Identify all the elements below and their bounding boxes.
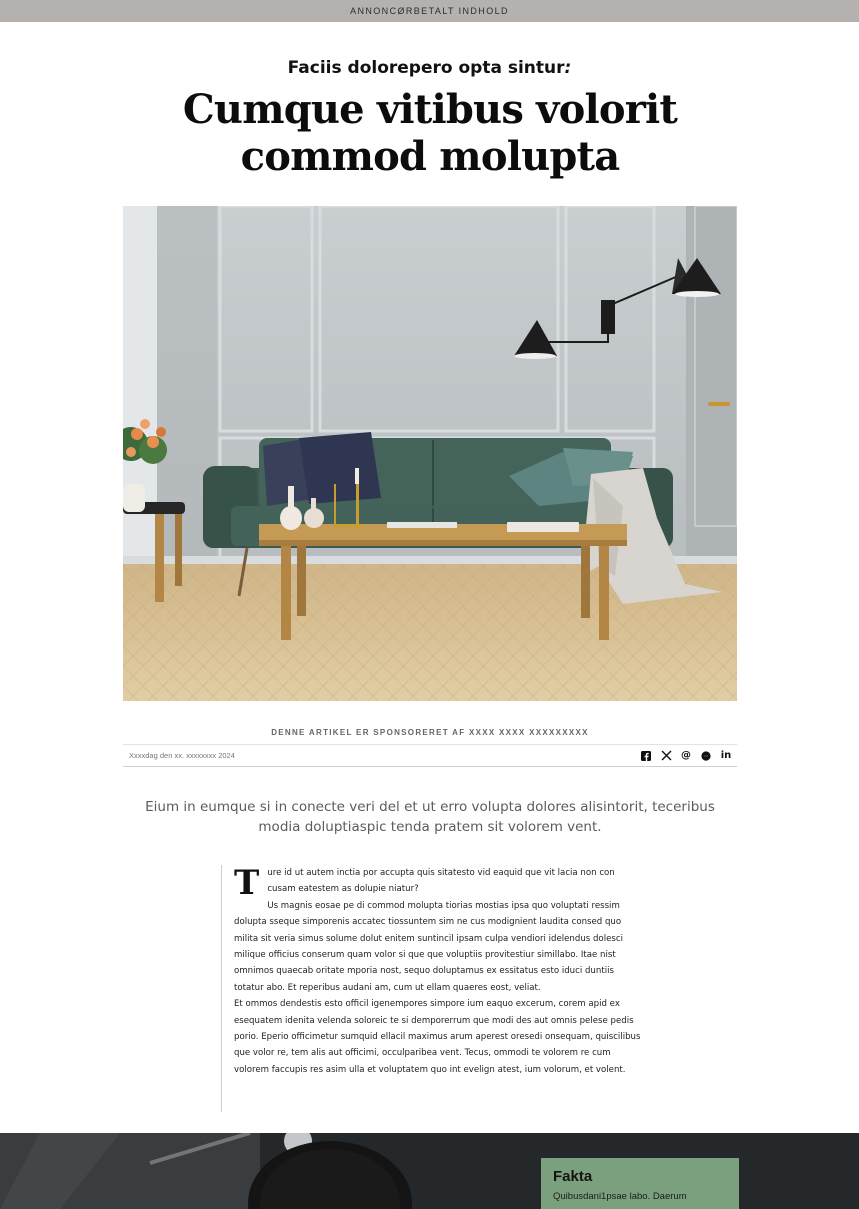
threads-icon[interactable]: @ [681,750,691,761]
kicker-text: Faciis dolorepero opta sintur [287,58,565,78]
headline-line-1: Cumque vitibus volorit [182,86,678,133]
headline-line-2: commod molupta [240,133,620,180]
ad-label: ANNONCØRBETALT INDHOLD [350,6,509,16]
body-paragraph-2: Us magnis eosae pe di commod molupta tiorias mostias ipsa quo voluptati ressim dolupta sseque simporenis accatec tiossuntem sim ne cus modignient laudita consed quo milita sit veria simus solume dolut enitem suntincil ipsam culpa vendiori idelendus dolesci milique officius conserum quam volor si que que voluptiis provitestiur simillabo. Itae nist omnimos quaecab oritate mporia nost, sequo doluptamus ex essitatus esto iduci duntiis totatur abo. Et reperibus audani am, cum ut ellam quaeres eost, veliat. [234,900,623,993]
publish-date: Xxxxdag den xx. xxxxxxxx 2024 [129,751,235,760]
article-lead: Eium in eumque si in conecte veri del et ut erro volupta dolores alisintorit, teceribus modia doluptiaspic tenda pratem sit volorem vent. [145,799,715,835]
facebook-icon[interactable] [639,749,653,763]
article-meta-bar [123,744,737,767]
fakta-title: Fakta [553,1168,593,1185]
fakta-text: Quibusdani1psae labo. Daerum [553,1191,687,1202]
article-kicker [0,58,859,78]
fakta-box [541,1158,739,1209]
sponsor-notice: DENNE ARTIKEL ER SPONSORERET AF XXXX XXXX XXXXXXXXX [271,728,589,737]
body-paragraph-1: ure id ut autem inctia por accupta quis sitatesto vid eaquid que vit lacia non con cusam eatestem as dolupie niatur? [267,868,615,895]
drop-cap: T [234,863,260,903]
body-paragraph-3: Et ommos dendestis esto officil igenempores simpore ium eaquo excerum, corem apid ex esequatem idenita velenda soloreic te si demporerrum que modi des aut omnis pelese pedis porio. Eperio officimetur sumquid ellacil maximus arum aperest oresedi onsequam, quiscilibus que volor re, tem alis aut officimi, occulparibea vent. Tecus, ommodi te volorem re cum volorem faccupis res asim ulla et voluptatem quo int evelign atest, ium volorum, et volent. [234,999,641,1075]
article-body [221,865,641,1112]
share-buttons [639,749,737,763]
x-icon[interactable] [659,749,673,763]
kicker-colon: : [564,58,572,78]
hero-image [123,206,737,701]
article-headline [110,86,750,180]
ad-label-bar [0,0,859,22]
next-section-image [0,1133,859,1209]
messenger-icon[interactable] [699,749,713,763]
linkedin-icon[interactable]: in [720,750,732,761]
